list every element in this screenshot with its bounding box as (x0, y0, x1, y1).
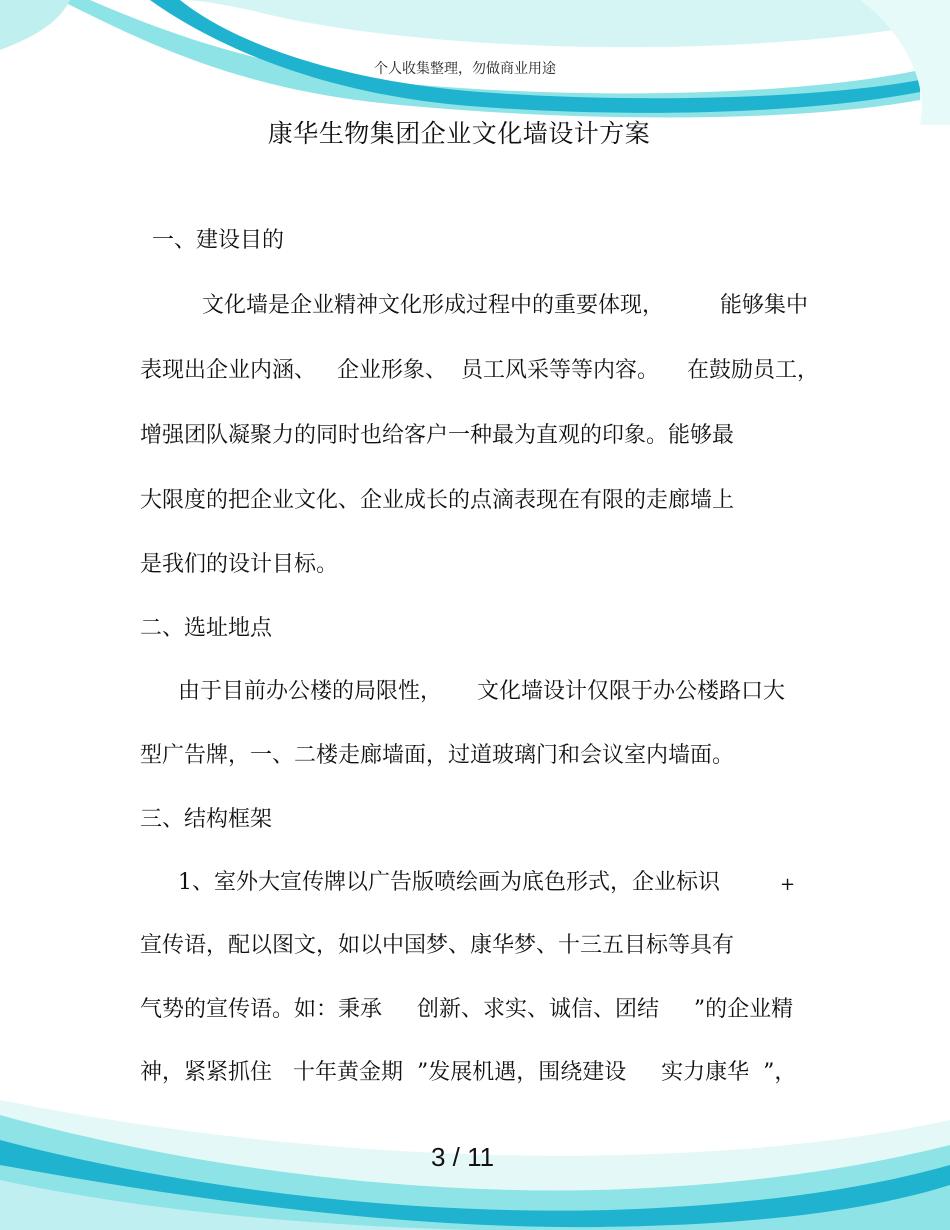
document-title: 康华生物集团企业文化墙设计方案 (267, 119, 651, 148)
paragraph-line: 由于目前办公楼的局限性， 文化墙设计仅限于办公楼路口大 (178, 679, 785, 704)
section-heading: 三、结构框架 (140, 807, 273, 832)
paragraph-line: 宣传语，配以图文，如以中国梦、康华梦、十三五目标等具有 (140, 933, 735, 958)
paragraph-line: 1、室外大宣传牌以广告版喷绘画为底色形式，企业标识 (178, 870, 720, 895)
section-heading: 一、建设目的 (152, 228, 285, 253)
paragraph-line: 表现出企业内涵、 企业形象、 员工风采等等内容。 在鼓励员工， (140, 358, 819, 383)
paragraph-line: 增强团队凝聚力的同时也给客户一种最为直观的印象。能够最 (140, 423, 735, 448)
paragraph-line: 文化墙是企业精神文化形成过程中的重要体现， 能够集中 (202, 293, 808, 318)
paragraph-line: 气势的宣传语。如：秉承 创新、求实、诚信、团结 ”的企业精 (140, 997, 794, 1022)
paragraph-line: 神，紧紧抓住 十年黄金期 ”发展机遇，围绕建设 实力康华 ”， (140, 1060, 797, 1085)
paragraph-line: 大限度的把企业文化、企业成长的点滴表现在有限的走廊墙上 (140, 488, 735, 513)
paragraph-line: 是我们的设计目标。 (140, 552, 339, 577)
paragraph-line: 型广告牌，一、二楼走廊墙面，过道玻璃门和会议室内墙面。 (140, 743, 735, 768)
page-number: 3 / 11 (430, 1142, 495, 1172)
plus-mark: + (780, 874, 796, 895)
header-note: 个人收集整理，勿做商业用途 (374, 61, 556, 77)
section-heading: 二、选址地点 (140, 616, 273, 641)
